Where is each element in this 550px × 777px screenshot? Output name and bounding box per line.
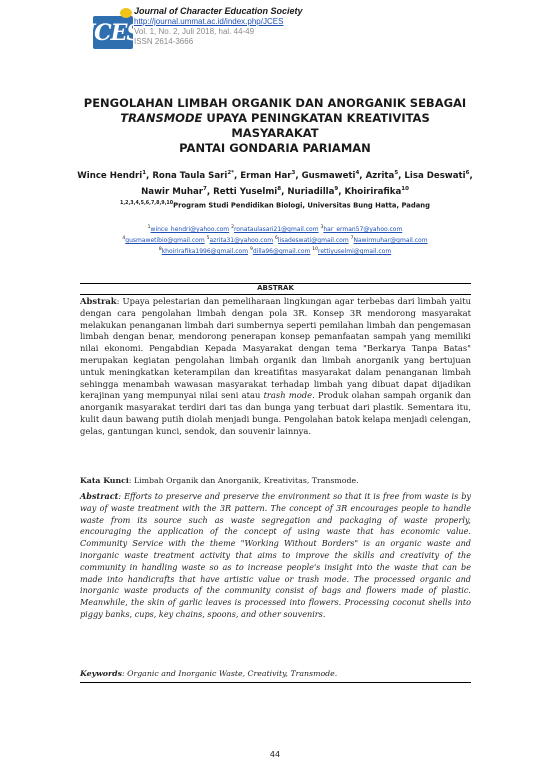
paper-title xyxy=(80,96,470,156)
journal-header xyxy=(134,6,303,46)
abstract-id-trash: trash mode xyxy=(263,390,313,401)
author-sup: 10 xyxy=(401,185,409,192)
keywords-id-text: : Limbah Organik dan Anorganik, Kreativitas, Transmode. xyxy=(128,476,359,485)
author-line-2: Nawir Muhar$^7$, Retti Yuselmi$^8$, Nuriadilla$^9$, Khoirirafika$^{10}$ xyxy=(141,185,409,197)
email-sup: 8 xyxy=(158,247,162,252)
title-italic-word: TRANSMODE xyxy=(120,111,203,125)
author-name: Nuriadilla xyxy=(287,186,335,197)
author-name: Erman Har xyxy=(240,170,292,181)
keywords-en-text: : Organic and Inorganic Waste, Creativity, Transmode. xyxy=(121,669,338,678)
author-name: Wince Hendri xyxy=(77,170,143,181)
author-sup: 5 xyxy=(394,170,399,176)
volume-info: Vol. 1, No. 2, Juli 2018, hal. 44-49 xyxy=(134,27,255,36)
keywords-indonesian xyxy=(80,476,471,485)
abstract-en-text: : Efforts to preserve and preserve the environment so that it is free from waste is by way of waste treatment with the 3R pattern. The concept of 3R encourages people to handle waste from its source such as waste segregation and packaging of waste properly, encouraging the application of the concept of using waste that has economic value. Community Service with the theme "Working Without Borders" is an organic waste and inorganic waste treatment activity that aims to improve the skills and creativity of the community in handling waste so as to increase people's insight into the waste that can be made into handicrafts that have artistic value or trash mode. The processed organic and inorganic waste products of the community consist of bags and flowers made of plastic. Meanwhile, the skin of garlic leaves is processed into flowers. Processing coconut shells into piggy banks, cups, key chains, spoons, and other souvenirs. xyxy=(80,491,471,619)
email-sup: 7 xyxy=(350,236,354,241)
author-name: Azrita xyxy=(365,170,395,181)
logo-text: JCES xyxy=(84,19,142,46)
title-line-2-rest: UPAYA PENINGKATAN KREATIVITAS MASYARAKAT xyxy=(202,111,430,140)
abstract-mid-rule xyxy=(80,294,471,295)
email-sup: 2 xyxy=(231,225,234,230)
author-sup: 7 xyxy=(203,185,207,192)
author-sup: 6 xyxy=(465,170,470,176)
email-sup: 6 xyxy=(275,236,278,241)
title-line-1: PENGOLAHAN LIMBAH ORGANIK DAN ANORGANIK SEBAGAI xyxy=(83,96,467,110)
page-number: 44 xyxy=(269,750,281,759)
email-list xyxy=(60,223,490,256)
abstract-heading: ABSTRAK xyxy=(257,284,294,292)
email-sup: 10 xyxy=(312,247,319,252)
journal-title: Journal of Character Education Society xyxy=(134,6,303,16)
email-link[interactable]: gusmawetibio@gmail.com xyxy=(125,237,205,244)
affiliation-text: Program Studi Pendidikan Biologi, Universitas Bung Hatta, Padang xyxy=(173,201,431,210)
email-sup: 3 xyxy=(320,225,324,230)
abstract-id-label: Abstrak xyxy=(80,296,117,306)
author-line-1: Wince Hendri$^1$, Rona Taula Sari$^{2*}$, Erman Har$^3$, Gusmaweti$^4$, Azrita$^5$, Lisa Deswati$^6$, xyxy=(77,170,473,181)
title-line-2 xyxy=(80,111,470,141)
logo-accent-dot xyxy=(120,8,132,18)
abstract-bottom-rule xyxy=(80,682,471,683)
author-list xyxy=(60,167,490,199)
email-link[interactable]: wince_hendri@yahoo.com xyxy=(150,226,230,233)
author-name: Nawir Muhar xyxy=(141,186,204,197)
keywords-english xyxy=(80,669,471,678)
author-name: Gusmaweti xyxy=(301,170,356,181)
abstract-id-text-2: . Produk olahan sampah organik dan anorganik masyarakat terdiri dari tas dan bunga yang terbuat dari plastik. Sementara itu, kulit daun bawang putih diolah menjadi bunga. Pengolahan batok kelapa menjadi celengan, gelas, gantungan kunci, sendok, dan souvenir lainnya. xyxy=(80,390,471,436)
abstract-indonesian xyxy=(80,296,471,438)
affiliation xyxy=(60,201,490,209)
email-sup: 4 xyxy=(122,236,126,241)
email-link[interactable]: azrita31@yahoo.com xyxy=(209,237,274,244)
author-sup: 3 xyxy=(291,170,296,176)
email-line-3 xyxy=(60,245,490,256)
email-link[interactable]: ronataulasari21@gmail.com xyxy=(233,226,319,233)
abstract-english xyxy=(80,491,471,621)
author-sup: 4 xyxy=(355,170,360,176)
author-sup: 1 xyxy=(142,170,147,176)
author-name: Retti Yuselmi xyxy=(213,186,278,197)
email-link[interactable]: khoirirafika1996@gmail.com xyxy=(161,248,249,255)
email-link[interactable]: har_erman57@yahoo.com xyxy=(323,226,403,233)
email-link[interactable]: lisadeswati@gmail.com xyxy=(277,237,349,244)
author-sup: 2* xyxy=(227,170,235,176)
email-sup: 1 xyxy=(147,225,151,230)
title-line-3: PANTAI GONDARIA PARIAMAN xyxy=(179,141,371,155)
abstract-id-text: : Upaya pelestarian dan pemeliharaan lingkungan agar terbebas dari limbah yaitu dengan cara pengolahan limbah dengan pola 3R. Konsep 3R mendorong masyarakat melakukan penanganan limbah dari sumbernya seperti pemilahan limbah dan pengemasan limbah dengan benar, mendorong penerapan konsep pemanfaatan sampah yang memiliki nilai ekonomi. Pengabdian Kepada Masyarakat dengan tema "Berkarya Tanpa Batas" merupakan kegiatan pengolahan limbah organik dan limbah anorganik yang bertujuan untuk meningkatkan keterampilan dan kreatifitas masyarakat dalam penanganan limbah sehingga menambah wawasan masyarakat terhadap limbah yang dibuat dapat dijadikan kerajinan yang mempunyai nilai seni atau xyxy=(80,296,471,401)
email-line-2 xyxy=(60,234,490,245)
email-line-1 xyxy=(60,223,490,234)
journal-logo xyxy=(84,16,142,49)
author-sup: 8 xyxy=(277,185,282,192)
journal-url-link[interactable]: http://journal.ummat.ac.id/index.php/JCES xyxy=(134,17,284,26)
email-sup: 9 xyxy=(249,247,253,252)
email-link[interactable]: Nawirmuhar@gmail.com xyxy=(353,237,428,244)
author-name: Rona Taula Sari xyxy=(152,170,228,181)
author-sup: 9 xyxy=(334,185,339,192)
keywords-id-label: Kata Kunci xyxy=(80,476,129,485)
issn: ISSN 2614-3666 xyxy=(134,37,194,46)
email-sup: 5 xyxy=(206,236,210,241)
author-name: Khoirirafika xyxy=(344,186,402,197)
email-link[interactable]: rettiyuselmi@gmail.com xyxy=(318,248,392,255)
affiliation-sup: 1,2,3,4,5,6,7,8,9,10 xyxy=(119,201,174,206)
email-link[interactable]: dilla96@gmail.com xyxy=(252,248,311,255)
author-name: Lisa Deswati xyxy=(404,170,466,181)
keywords-en-label: Keywords xyxy=(80,669,122,678)
abstract-en-label: Abstract xyxy=(80,491,119,501)
